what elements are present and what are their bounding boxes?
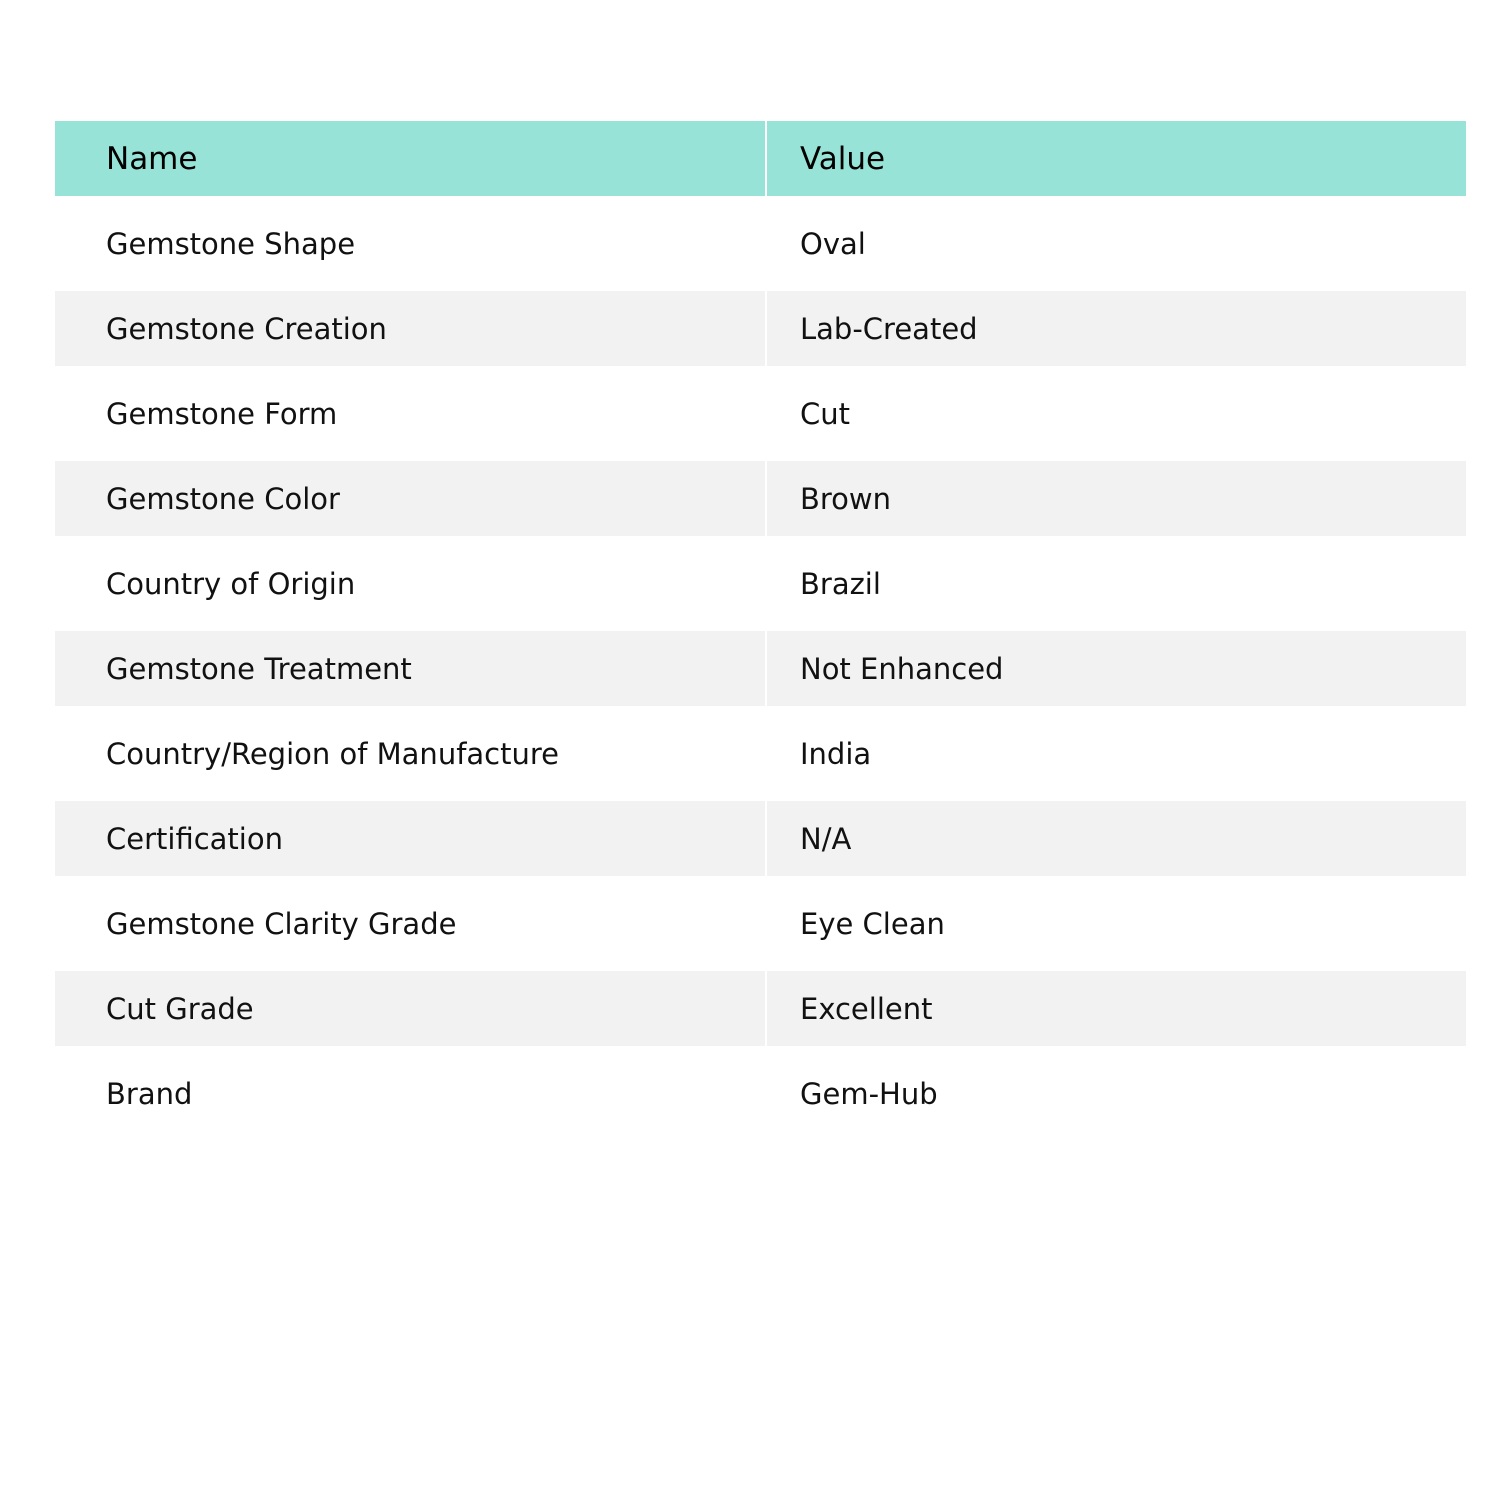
table-row [55, 1046, 1466, 1141]
table-row [55, 801, 1466, 876]
row-name: Certification [55, 801, 766, 876]
name-column-header: Name [55, 121, 766, 196]
item-specifics-table [55, 121, 1466, 1141]
row-value: Gem-Hub [800, 1076, 938, 1111]
table-row [55, 536, 1466, 631]
row-name: Gemstone Shape [55, 196, 766, 291]
row-value: Not Enhanced [766, 631, 1466, 706]
row-name: Cut Grade [55, 971, 766, 1046]
table-header-row [55, 121, 1466, 196]
table-row [55, 631, 1466, 706]
row-value: Brazil [800, 566, 881, 601]
row-value: Cut [800, 396, 850, 431]
row-value: Eye Clean [800, 906, 945, 941]
table-row [55, 971, 1466, 1046]
table-row [55, 366, 1466, 461]
row-name: Gemstone Color [55, 461, 766, 536]
row-name: Gemstone Clarity Grade [55, 876, 766, 971]
table-row [55, 196, 1466, 291]
row-name: Country of Origin [55, 536, 766, 631]
row-value: Oval [800, 226, 866, 261]
row-value: India [800, 736, 872, 771]
row-name: Gemstone Creation [55, 291, 766, 366]
table-row [55, 291, 1466, 366]
row-name: Brand [55, 1046, 766, 1141]
row-name: Gemstone Form [55, 366, 766, 461]
value-column-header: Value [766, 121, 1466, 196]
row-value: Brown [766, 461, 1466, 536]
row-name: Gemstone Treatment [55, 631, 766, 706]
row-value: Excellent [766, 971, 1466, 1046]
table-row [55, 461, 1466, 536]
row-value: Lab-Created [766, 291, 1466, 366]
row-name: Country/Region of Manufacture [55, 706, 766, 801]
table-row [55, 706, 1466, 801]
row-value: N/A [766, 801, 1466, 876]
table-row [55, 876, 1466, 971]
